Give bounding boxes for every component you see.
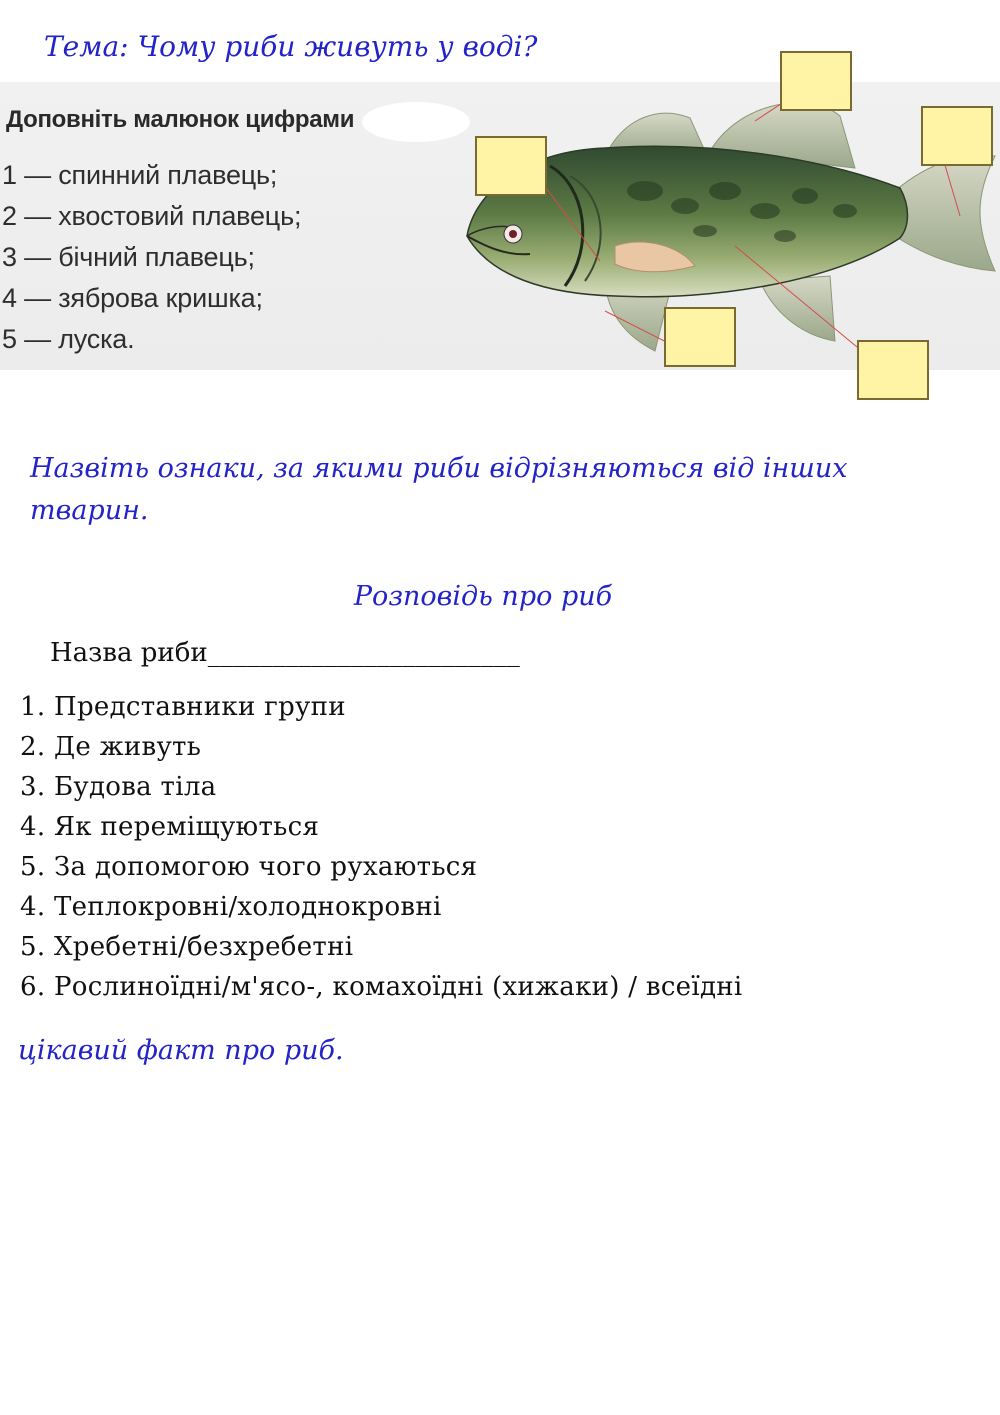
legend-item-2: 2 — хвостовий плавець; [2,201,302,231]
correction-blot [362,102,470,142]
story-item-1: 1. Представники групи [20,692,346,722]
story-item-6: 4. Теплокровні/холоднокровні [20,892,442,922]
legend-item-4: 4 — зяброва кришка; [2,283,263,313]
story-item-8: 6. Рослиноїдні/м'ясо-, комахоїдні (хижаки) / всеїдні [20,972,743,1002]
story-item-3: 3. Будова тіла [20,772,217,802]
fish-name-blank[interactable]: ________________________ [207,638,520,668]
answer-box-dorsal[interactable] [780,51,852,111]
fun-fact-heading: цікавий факт про риб. [18,1035,344,1066]
fish-name-field [50,638,520,668]
topic-title: Тема: Чому риби живуть у воді? [44,30,538,63]
story-item-2: 2. Де живуть [20,732,202,762]
story-item-7: 5. Хребетні/безхребетні [20,932,354,962]
legend-item-3: 3 — бічний плавець; [2,242,255,272]
legend-item-5: 5 — луска. [2,324,135,354]
answer-box-pelvic[interactable] [664,307,736,367]
question-text: Назвіть ознаки, за якими риби відрізняються від інших тварин. [30,453,848,526]
answer-box-scales[interactable] [857,340,929,400]
fish-name-label: Назва риби [50,638,208,668]
story-item-5: 5. За допомогою чого рухаються [20,852,478,882]
tail-fin-shape [895,155,995,271]
anal-fin-shape [760,276,835,341]
diagram-instruction: Доповніть малюнок цифрами [6,106,355,133]
story-item-4: 4. Як переміщуються [20,812,320,842]
answer-box-tail[interactable] [921,106,993,166]
legend-item-1: 1 — спинний плавець; [2,160,278,190]
answer-box-gill[interactable] [475,136,547,196]
story-title: Розповідь про риб [353,581,613,612]
